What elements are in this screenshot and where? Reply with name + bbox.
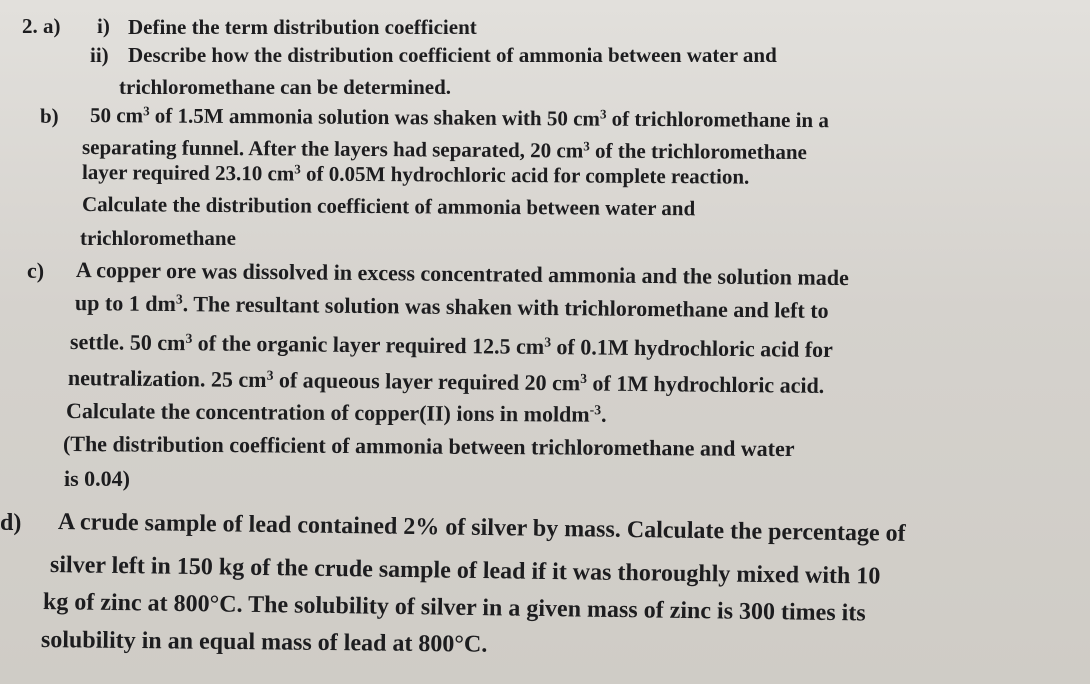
part-c-line-4-c: of 1M hydrochloric acid. <box>586 370 825 398</box>
part-a-ii-line-1: Describe how the distribution coefficient of ammonia between water and <box>128 43 777 67</box>
part-c-line-2-sup: 3 <box>175 291 183 307</box>
part-c-line-2-a: up to 1 dm <box>74 290 176 317</box>
part-c-line-4-a: neutralization. 25 cm <box>67 365 267 393</box>
part-b-line-4: Calculate the distribution coefficient of ammonia between water and <box>81 192 696 221</box>
part-a-i-text: Define the term distribution coefficient <box>128 15 477 39</box>
part-c-line-7: is 0.04) <box>64 466 130 491</box>
part-c-line-3-b: of the organic layer required 12.5 cm <box>192 330 545 359</box>
part-b-line-1 <box>90 105 829 131</box>
part-c-label: c) <box>27 258 45 283</box>
part-b-line-2-b: of the trichloromethane <box>589 138 807 165</box>
part-c-line-4-sup-2: 3 <box>580 370 588 386</box>
part-c-line-3-sup-2: 3 <box>544 334 552 350</box>
question-number: 2. a) <box>22 14 61 38</box>
part-c-line-5-b: . <box>600 401 607 427</box>
part-b-line-1-c: of trichloromethane in a <box>606 106 829 133</box>
part-b-line-5: trichloromethane <box>80 226 236 250</box>
part-c-line-4 <box>68 367 824 397</box>
part-b-line-1-a: 50 cm <box>89 103 144 128</box>
part-b-line-1-b: of 1.5M ammonia solution was shaken with 50 cm <box>149 103 601 131</box>
part-b-line-1-sup: 3 <box>143 103 150 119</box>
part-b-line-2 <box>82 137 807 163</box>
part-b-line-3-b: of 0.05M hydrochloric acid for complete reaction. <box>300 161 750 189</box>
part-b-line-1-sup-2: 3 <box>599 106 607 122</box>
part-d-line-3: kg of zinc at 800°C. The solubility of silver in a given mass of zinc is 300 times its <box>42 589 866 627</box>
part-a-ii-line-2: trichloromethane can be determined. <box>119 75 452 99</box>
part-c-line-5-sup: -3 <box>589 402 602 418</box>
part-b-line-2-a: separating funnel. After the layers had separated, 20 cm <box>81 135 584 163</box>
part-c-line-5 <box>66 400 607 426</box>
part-c-line-6: (The distribution coefficient of ammonia between trichloromethane and water <box>62 431 795 462</box>
part-c-line-3-a: settle. 50 cm <box>69 329 186 356</box>
part-c-line-3 <box>70 331 833 361</box>
part-d-line-2: silver left in 150 kg of the crude sample of lead if it was thoroughly mixed with 10 <box>49 552 881 590</box>
part-c-line-5-a: Calculate the concentration of copper(II) ions in moldm <box>65 398 590 427</box>
part-c-line-4-b: of aqueous layer required 20 cm <box>273 367 581 396</box>
part-a-i-label: i) <box>97 14 110 38</box>
part-b-line-3-a: layer required 23.10 cm <box>81 160 295 186</box>
part-c-line-3-c: of 0.1M hydrochloric acid for <box>550 334 834 362</box>
part-a-ii-label: ii) <box>90 43 109 67</box>
part-b-line-2-sup: 3 <box>583 138 590 154</box>
part-c-line-2 <box>75 292 829 322</box>
part-c-line-4-sup: 3 <box>266 367 274 383</box>
part-c-line-3-sup: 3 <box>185 330 193 346</box>
part-d-line-4: solubility in an equal mass of lead at 800°C. <box>40 627 488 658</box>
part-b-line-3-sup: 3 <box>294 161 301 177</box>
part-d-label: d) <box>0 510 22 536</box>
part-c-line-1: A copper ore was dissolved in excess concentrated ammonia and the solution made <box>75 257 849 291</box>
part-b-line-3 <box>82 162 749 188</box>
part-b-label: b) <box>40 104 59 128</box>
part-d-line-1: A crude sample of lead contained 2% of silver by mass. Calculate the percentage of <box>57 509 906 547</box>
part-c-line-2-b: . The resultant solution was shaken with trichloromethane and left to <box>182 291 829 323</box>
